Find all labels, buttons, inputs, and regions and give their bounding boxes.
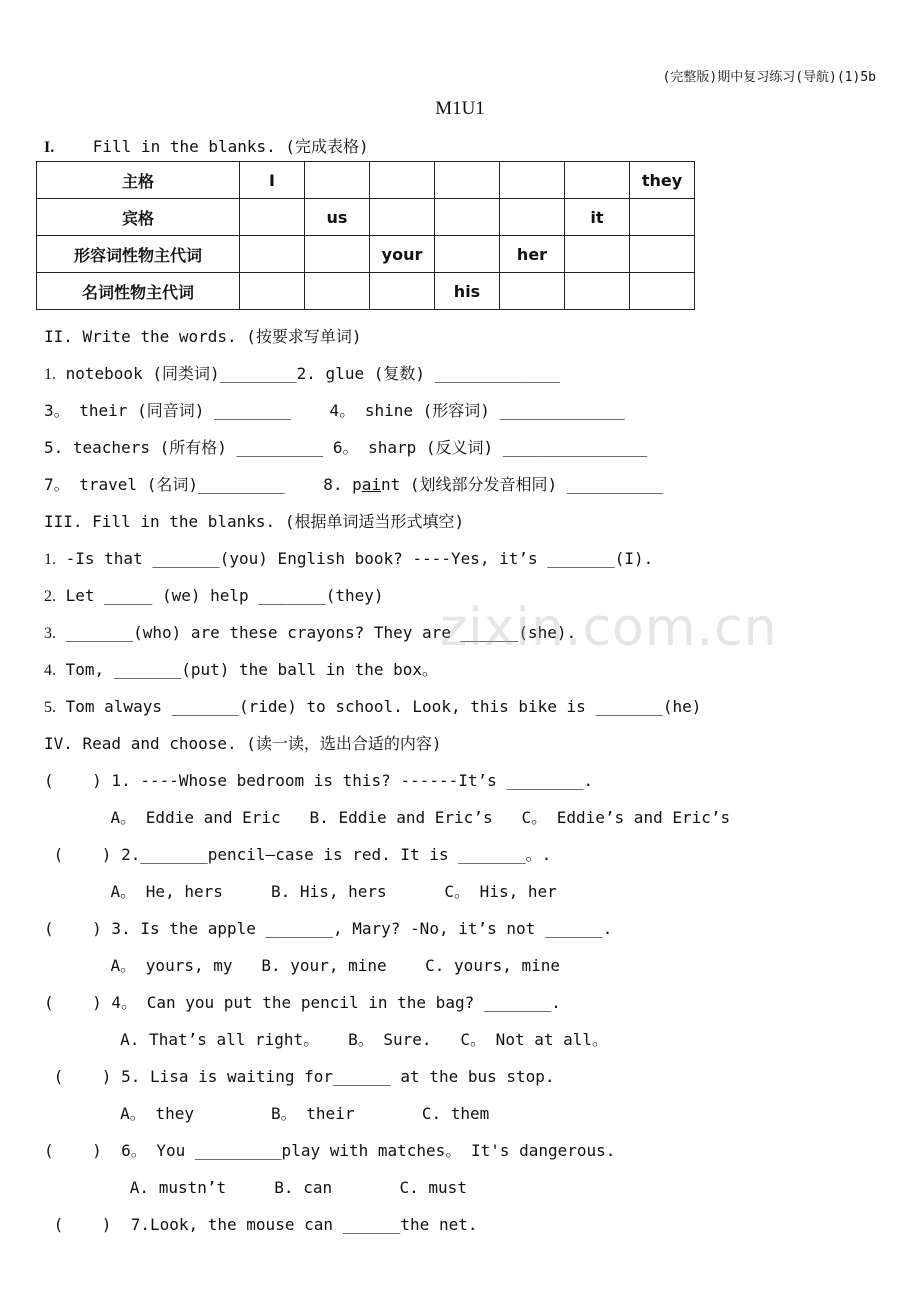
section-1-heading	[44, 137, 369, 158]
table-cell	[435, 236, 500, 273]
answer-options: A. That’s all right。 B。 Sure. C。 Not at all。	[72, 1030, 609, 1049]
table-cell	[500, 199, 565, 236]
row-label: 形容词性物主代词	[37, 236, 240, 273]
table-cell	[565, 273, 630, 310]
question-line: 5. teachers (所有格) _________ 6。 sharp (反义词) _______________	[44, 438, 648, 457]
answer-options: A。 He, hers B. His, hers C。 His, her	[72, 882, 557, 901]
table-cell	[370, 162, 435, 199]
question-text: Tom, _______(put) the ball in the box。	[56, 660, 439, 679]
question-text: -Is that _______(you) English book? ----Yes, it’s _______(I).	[56, 549, 654, 568]
table-row	[37, 236, 695, 273]
question-line: ( ) 5. Lisa is waiting for______ at the bus stop.	[44, 1067, 555, 1086]
watermark: zixin.com.cn	[440, 598, 778, 658]
table-cell	[370, 199, 435, 236]
question-line: ( ) 4。 Can you put the pencil in the bag? _______.	[44, 993, 561, 1012]
table-cell	[305, 162, 370, 199]
section-4-heading: IV. Read and choose. (读一读，选出合适的内容)	[44, 734, 442, 753]
table-row	[37, 273, 695, 310]
question-line	[44, 660, 438, 681]
table-cell	[630, 199, 695, 236]
question-number: 4.	[44, 662, 56, 679]
table-cell	[305, 273, 370, 310]
section-1-heading-text: Fill in the blanks. (完成表格)	[92, 137, 369, 156]
row-label: 宾格	[37, 199, 240, 236]
table-cell: your	[370, 236, 435, 273]
table-row	[37, 162, 695, 199]
table-cell: his	[435, 273, 500, 310]
pronoun-table	[36, 161, 695, 310]
table-cell	[565, 162, 630, 199]
question-line	[44, 475, 663, 495]
table-cell	[240, 236, 305, 273]
question-line: ( ) 1. ----Whose bedroom is this? ------It’s ________.	[44, 771, 594, 790]
question-number: 3.	[44, 625, 56, 642]
section-1-number: I.	[44, 139, 55, 156]
page-title: M1U1	[435, 98, 485, 119]
table-cell	[240, 273, 305, 310]
table-cell: it	[565, 199, 630, 236]
question-number: 2.	[44, 588, 56, 605]
table-row	[37, 199, 695, 236]
table-cell: they	[630, 162, 695, 199]
question-line: ( ) 3. Is the apple _______, Mary? -No, it’s not ______.	[44, 919, 613, 938]
question-text: notebook (同类词)________2. glue (复数) _____________	[56, 364, 560, 383]
table-cell	[500, 273, 565, 310]
question-number: 5.	[44, 699, 56, 716]
table-cell: her	[500, 236, 565, 273]
question-text: 7。 travel (名词)_________ 8. p	[44, 475, 362, 494]
table-cell	[500, 162, 565, 199]
question-line	[44, 586, 384, 607]
table-cell: us	[305, 199, 370, 236]
question-line	[44, 549, 653, 570]
row-label: 名词性物主代词	[37, 273, 240, 310]
answer-options: A. mustn’t B. can C. must	[72, 1178, 467, 1197]
row-label: 主格	[37, 162, 240, 199]
table-cell	[630, 236, 695, 273]
question-text: nt (划线部分发音相同) __________	[381, 475, 664, 494]
question-text: _______(who) are these crayons? They are ______(she).	[56, 623, 577, 642]
table-cell	[435, 162, 500, 199]
table-cell	[630, 273, 695, 310]
question-text: Let _____ (we) help _______(they)	[56, 586, 384, 605]
table-cell	[370, 273, 435, 310]
question-line: ( ) 7.Look, the mouse can ______the net.	[44, 1215, 478, 1234]
question-line: ( ) 6。 You _________play with matches。 It's dangerous.	[44, 1141, 616, 1160]
answer-options: A。 yours, my B. your, mine C. yours, mine	[72, 956, 561, 975]
question-number: 1.	[44, 366, 56, 383]
document-header: (完整版)期中复习练习(导航)(1)5b	[662, 70, 876, 85]
question-line	[44, 697, 701, 718]
table-cell: I	[240, 162, 305, 199]
section-2-heading: II. Write the words. (按要求写单词)	[44, 327, 362, 346]
question-text: Tom always _______(ride) to school. Look, this bike is _______(he)	[56, 697, 702, 716]
question-number: 1.	[44, 551, 56, 568]
question-line: 3。 their (同音词) ________ 4。 shine (形容词) _____________	[44, 401, 625, 420]
answer-options: A。 they B。 their C. them	[72, 1104, 490, 1123]
table-cell	[565, 236, 630, 273]
answer-options: A。 Eddie and Eric B. Eddie and Eric’s C。 Eddie’s and Eric’s	[72, 808, 731, 827]
underlined-letters: ai	[361, 475, 381, 494]
section-3-heading: III. Fill in the blanks. (根据单词适当形式填空)	[44, 512, 465, 531]
question-line: ( ) 2._______pencil—case is red. It is _______。.	[44, 845, 552, 864]
table-cell	[435, 199, 500, 236]
question-line	[44, 364, 560, 385]
table-cell	[240, 199, 305, 236]
table-cell	[305, 236, 370, 273]
